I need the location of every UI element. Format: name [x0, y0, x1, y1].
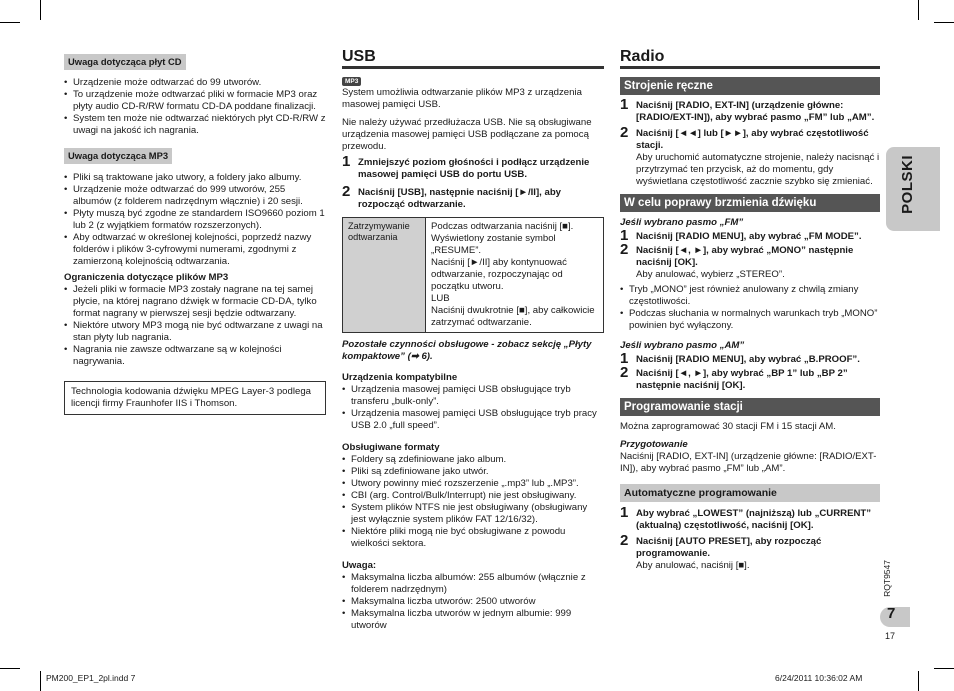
language-label: POLSKI: [899, 155, 916, 214]
table-line: Wyświetlony zostanie symbol „RESUME”.: [431, 233, 556, 256]
list-item: • System plików NTFS nie jest obsługiwany (obsługiwany jest wyłącznie system plików FAT 12/16/32).: [342, 502, 604, 526]
usb-heading: USB: [342, 48, 604, 69]
step-number: 2: [620, 364, 629, 381]
mp3-limits-list: [64, 284, 326, 368]
step-subtext: Aby uruchomić automatyczne strojenie, należy nacisnąć i przytrzymać ten przycisk, aż do momentu, gdy wyświetlana częstotliwość zacznie szybko się zmieniać.: [636, 152, 880, 187]
note-list: [342, 572, 604, 632]
step-subtext: Aby anulować, naciśnij [■].: [636, 560, 750, 571]
step-number: 1: [620, 504, 629, 521]
page-tab-number: 7: [887, 605, 896, 622]
auto-step-1: [620, 504, 880, 532]
list-item: • Płyty muszą być zgodne ze standardem ISO9660 poziom 1 lub 2 (z wyjątkiem formatów rozszerzonych).: [64, 208, 326, 232]
step-text: Naciśnij [AUTO PRESET], aby rozpocząć programowanie.: [636, 536, 822, 559]
crop-mark: [0, 22, 20, 23]
left-column: [64, 54, 326, 415]
list-item: • CBI (arg. Control/Bulk/Interrupt) nie jest obsługiwany.: [342, 490, 604, 502]
other-operations-note: Pozostałe czynności obsługowe - zobacz sekcję „Płyty kompaktowe” (➡ 6).: [342, 339, 592, 362]
table-content: [426, 218, 604, 333]
manual-step-1: [620, 96, 880, 124]
list-item: • Maksymalna liczba utworów w jednym albumie: 999 utworów: [342, 608, 604, 632]
radio-column: [620, 48, 880, 574]
step-number: 2: [342, 183, 351, 200]
crop-mark: [934, 22, 954, 23]
list-item: • Niektóre utwory MP3 mogą nie być odtwarzane z uwagi na stan płyty lub nagrania.: [64, 320, 326, 344]
step-text: Naciśnij [◄◄] lub [►►], aby wybrać częstotliwość stacji.: [636, 128, 869, 151]
license-box: Technologia kodowania dźwięku MPEG Layer-3 podlega licencji firmy Fraunhofer IIS i Thomson.: [64, 381, 326, 415]
preparation-text: Naciśnij [RADIO, EXT-IN] (urządzenie główne: [RADIO/EXT-IN]), aby wybrać pasmo „FM” lub „AM”.: [620, 451, 877, 474]
station-programming-bar: Programowanie stacji: [620, 398, 880, 416]
crop-mark: [934, 668, 954, 669]
supported-formats-list: [342, 454, 604, 550]
step-number: 2: [620, 532, 629, 549]
step-text: Naciśnij [RADIO, EXT-IN] (urządzenie główne: [RADIO/EXT-IN]), aby wybrać pasmo „FM” lub „AM”.: [636, 100, 875, 123]
mp3-badge: MP3: [342, 77, 361, 86]
step-number: 2: [620, 124, 629, 141]
am-label: Jeśli wybrano pasmo „AM”: [620, 340, 745, 351]
crop-mark: [0, 668, 20, 669]
list-item: • Urządzenia masowej pamięci USB obsługujące tryb transferu „bulk-only”.: [342, 384, 604, 408]
compatible-devices-title: Urządzenia kompatybilne: [342, 372, 458, 383]
note-title: Uwaga:: [342, 560, 377, 571]
table-label: Zatrzymywanie odtwarzania: [343, 218, 426, 333]
step-text: Naciśnij [RADIO MENU], aby wybrać „FM MODE”.: [636, 231, 862, 242]
step-text: Naciśnij [◄, ►], aby wybrać „MONO” następnie naciśnij [OK].: [636, 245, 854, 268]
rqt-code-text: RQT9547: [882, 560, 892, 597]
table-line: LUB: [431, 293, 450, 304]
usb-intro-1: System umożliwia odtwarzanie plików MP3 z urządzenia masowej pamięci USB.: [342, 87, 582, 110]
list-item: • Tryb „MONO” jest również anulowany z chwilą zmiany częstotliwości.: [620, 284, 880, 308]
step-text: Naciśnij [◄, ►], aby wybrać „BP 1” lub „BP 2” następnie naciśnij [OK].: [636, 368, 848, 391]
step-number: 1: [620, 227, 629, 244]
mp3-note-list: [64, 172, 326, 268]
usb-column: [342, 48, 604, 632]
page-tab: [880, 607, 910, 627]
step-number: 1: [620, 96, 629, 113]
stop-playback-table: [342, 217, 604, 333]
manual-step-2: [620, 124, 880, 188]
page-number: 17: [885, 631, 896, 641]
manual-tuning-bar: Strojenie ręczne: [620, 77, 880, 95]
fm-notes: [620, 284, 880, 332]
list-item: • Urządzenie może odtwarzać do 99 utworów.: [64, 77, 326, 89]
step-number: 2: [620, 241, 629, 258]
supported-formats-title: Obsługiwane formaty: [342, 442, 440, 453]
list-item: • Urządzenie może odtwarzać do 999 utworów, 255 albumów (z folderem nadrzędnym włącznie) i 20 sesji.: [64, 184, 326, 208]
auto-step-2: [620, 532, 880, 572]
list-item: • Nagrania nie zawsze odtwarzane są w kolejności nagrywania.: [64, 344, 326, 368]
compatible-devices-list: [342, 384, 604, 432]
sound-quality-bar: W celu poprawy brzmienia dźwięku: [620, 194, 880, 212]
usb-step-1: [342, 153, 604, 181]
crop-mark: [918, 0, 919, 20]
list-item: • To urządzenie może odtwarzać pliki w formacie MP3 oraz płyty audio CD-R/RW formatu CD-DA poddane finalizacji.: [64, 89, 326, 113]
step-text: Naciśnij [RADIO MENU], aby wybrać „B.PROOF”.: [636, 354, 860, 365]
table-line: Naciśnij dwukrotnie [■], aby całkowicie zatrzymać odtwarzanie.: [431, 305, 595, 328]
crop-mark: [40, 0, 41, 20]
step-number: 1: [342, 153, 351, 170]
usb-step-2: [342, 183, 604, 211]
list-item: • Podczas słuchania w normalnych warunkach tryb „MONO” powinien być wyłączony.: [620, 308, 880, 332]
step-subtext: Aby anulować, wybierz „STEREO”.: [636, 269, 785, 280]
table-line: Podczas odtwarzania naciśnij [■].: [431, 221, 574, 232]
auto-programming-bar: Automatyczne programowanie: [620, 484, 880, 502]
preparation-label: Przygotowanie: [620, 439, 688, 450]
list-item: • Jeżeli pliki w formacie MP3 zostały nagrane na tej samej płycie, na której nagrano dźwięk w formacie CD-DA, tylko format nagrany w pierwszej sesji będzie odtwarzany.: [64, 284, 326, 320]
list-item: • Pliki są traktowane jako utwory, a foldery jako albumy.: [64, 172, 326, 184]
am-step-2: [620, 364, 880, 392]
step-text: Aby wybrać „LOWEST” (najniższą) lub „CURRENT” (aktualną) częstotliwość, naciśnij [OK].: [636, 508, 872, 531]
list-item: • Maksymalna liczba albumów: 255 albumów (włącznie z folderem nadrzędnym): [342, 572, 604, 596]
mp3-note-tag: Uwaga dotycząca MP3: [64, 148, 172, 164]
footer-date: 6/24/2011 10:36:02 AM: [775, 673, 863, 683]
fm-step-2: [620, 241, 880, 281]
crop-mark: [918, 671, 919, 691]
table-line: Naciśnij [►/II] aby kontynuować odtwarzanie, rozpoczynając od początku utworu.: [431, 257, 567, 292]
am-step-1: [620, 350, 880, 367]
step-text: Zmniejszyć poziom głośności i podłącz urządzenie masowej pamięci USB do portu USB.: [358, 157, 590, 180]
mp3-limits-title: Ograniczenia dotyczące plików MP3: [64, 272, 229, 283]
fm-step-1: [620, 227, 880, 244]
rqt-code: [881, 560, 895, 604]
radio-heading: Radio: [620, 48, 880, 69]
list-item: • Niektóre pliki mogą nie być obsługiwane z powodu wielkości sektora.: [342, 526, 604, 550]
list-item: • Maksymalna liczba utworów: 2500 utworów: [342, 596, 604, 608]
usb-intro-2: Nie należy używać przedłużacza USB. Nie są obsługiwane urządzenia masowej pamięci USB podłączane za pomocą przewodu.: [342, 117, 592, 152]
list-item: • Pliki są zdefiniowane jako utwór.: [342, 466, 604, 478]
language-tab: [886, 147, 940, 231]
step-number: 1: [620, 350, 629, 367]
fm-label: Jeśli wybrano pasmo „FM”: [620, 217, 744, 228]
list-item: • Aby odtwarzać w określonej kolejności, poprzedź nazwy folderów i plików 3-cyfrowymi numerami, zgodnymi z zamierzoną kolejnością odtwarzania.: [64, 232, 326, 268]
list-item: • Urządzenia masowej pamięci USB obsługujące tryb pracy USB 2.0 „full speed”.: [342, 408, 604, 432]
programming-text: Można zaprogramować 30 stacji FM i 15 stacji AM.: [620, 421, 836, 432]
list-item: • Utwory powinny mieć rozszerzenie „.mp3” lub „.MP3”.: [342, 478, 604, 490]
list-item: • System ten może nie odtwarzać niektórych płyt CD-R/RW z uwagi na jakość ich nagrania.: [64, 113, 326, 137]
cd-note-list: [64, 77, 326, 137]
list-item: • Foldery są zdefiniowane jako album.: [342, 454, 604, 466]
crop-mark: [40, 671, 41, 691]
step-text: Naciśnij [USB], następnie naciśnij [►/II], aby rozpocząć odtwarzanie.: [358, 187, 562, 210]
footer-file: PM200_EP1_2pl.indd 7: [46, 673, 136, 683]
cd-note-tag: Uwaga dotycząca płyt CD: [64, 54, 186, 70]
